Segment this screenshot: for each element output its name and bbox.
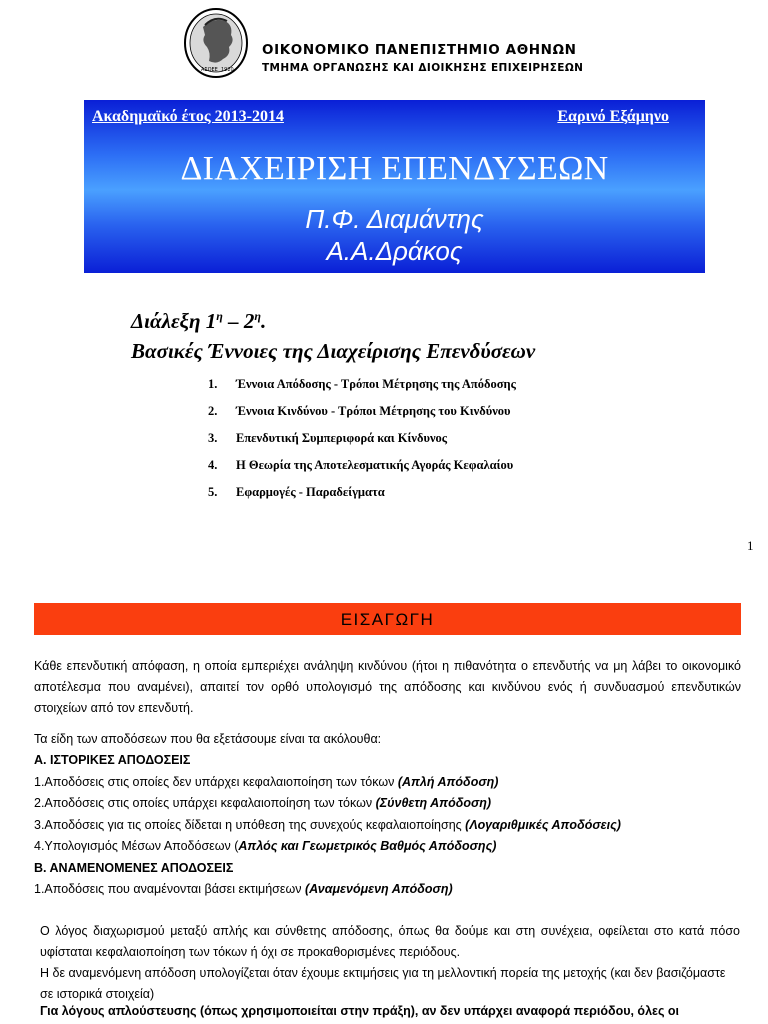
topics-list	[208, 376, 516, 511]
list-item	[34, 815, 621, 837]
intro-heading: ΕΙΣΑΓΩΓΗ	[340, 610, 435, 629]
topic-number: 4.	[208, 458, 218, 472]
list-item	[34, 772, 621, 794]
author-1: Π.Φ. Διαμάντης	[305, 204, 484, 234]
topic-number: 3.	[208, 431, 218, 445]
intro-heading-bar	[34, 603, 741, 635]
list-item-text: 2.Αποδόσεις στις οποίες υπάρχει κεφαλαιοποίηση των τόκων	[34, 796, 376, 810]
topic-text: Επενδυτική Συμπεριφορά και Κίνδυνος	[236, 431, 448, 445]
university-seal-logo	[183, 7, 249, 79]
topic-item	[208, 376, 516, 403]
types-intro: Τα είδη των αποδόσεων που θα εξετάσουμε είναι τα ακόλουθα:	[34, 732, 382, 746]
list-item	[34, 879, 621, 901]
list-item	[34, 793, 621, 815]
intro-paragraph-1: Κάθε επενδυτική απόφαση, η οποία εμπεριέχει ανάληψη κινδύνου (ήτοι η πιθανότητα ο επενδυτής να μη λάβει το οικονομικό αποτέλεσμα που αναμένει), απαιτεί τον ορθό υπολογισμό της απόδοσης και κινδύνου ενός ή συνδυασμού επενδυτικών στοιχείων από τον επενδυτή.	[34, 659, 741, 715]
topic-number: 2.	[208, 404, 218, 418]
section-b-heading: Β. ΑΝΑΜΕΝΟΜΕΝΕΣ ΑΠΟΔΟΣΕΙΣ	[34, 860, 234, 875]
lecture-subtitle: Βασικές Έννοιες της Διαχείρισης Επενδύσεων	[131, 339, 536, 363]
intro-paragraph-4: Για λόγους απλούστευσης (όπως χρησιμοποιείται στην πράξη), αν δεν υπάρχει αναφορά περιόδου, όλες οι	[40, 1004, 680, 1018]
lecture-suffix: .	[260, 309, 267, 333]
topic-text: Έννοια Κινδύνου - Τρόποι Μέτρησης του Κινδύνου	[236, 404, 511, 418]
page-number: 1	[747, 538, 754, 553]
lecture-middle: – 2	[222, 309, 255, 333]
list-item-text: 1.Αποδόσεις που αναμένονται βάσει εκτιμήσεων	[34, 882, 305, 896]
department-name: ΤΜΗΜΑ ΟΡΓΑΝΩΣΗΣ ΚΑΙ ΔΙΟΙΚΗΣΗΣ ΕΠΙΧΕΙΡΗΣΕΩΝ	[262, 62, 584, 74]
list-item-emphasis: (Αναμενόμενη Απόδοση)	[304, 882, 453, 896]
topic-number: 1.	[208, 377, 218, 391]
university-name: ΟΙΚΟΝΟΜΙΚΟ ΠΑΝΕΠΙΣΤΗΜΙΟ ΑΘΗΝΩΝ	[262, 42, 577, 58]
topic-text: Εφαρμογές - Παραδείγματα	[236, 485, 385, 499]
lecture-prefix: Διάλεξη 1	[131, 309, 217, 333]
topic-item	[208, 403, 516, 430]
topic-item	[208, 430, 516, 457]
list-item-emphasis: (Σύνθετη Απόδοση)	[375, 796, 492, 810]
seal-text-year: 1920	[221, 67, 234, 73]
lecture-sup-1: η	[216, 309, 223, 323]
list-item-text: 3.Αποδόσεις για τις οποίες δίδεται η υπόθεση της συνεχούς κεφαλαιοποίησης	[34, 817, 466, 832]
topic-item	[208, 457, 516, 484]
list-item-emphasis: (Απλή Απόδοση)	[397, 774, 499, 789]
topic-number: 5.	[208, 485, 218, 499]
list-item-text: 4.Υπολογισμός Μέσων Αποδόσεων (	[34, 839, 239, 853]
list-item	[34, 836, 621, 858]
intro-paragraph-2: Ο λόγος διαχωρισμού μεταξύ απλής και σύνθετης απόδοσης, όπως θα δούμε και στη συνέχεια, οφείλεται στο κατά πόσο υφίσταται κεφαλαιοποίηση των τόκων ή όχι σε προκαθορισμένες περιόδους.	[40, 924, 740, 959]
section-a-heading: Α. ΙΣΤΟΡΙΚΕΣ ΑΠΟΔΟΣΕΙΣ	[34, 753, 191, 767]
list-item-emphasis: Απλός και Γεωμετρικός Βαθμός Απόδοσης)	[238, 839, 497, 853]
topic-item	[208, 484, 516, 511]
seal-text-asoee: ΑΣΟΕΕ	[201, 67, 218, 73]
semester-label: Εαρινό Εξάμηνο	[557, 108, 669, 125]
intro-paragraph-3: Η δε αναμενόμενη απόδοση υπολογίζεται όταν έχουμε εκτιμήσεις για τη μελλοντική πορεία της μετοχής (και δεν βασιζόμαστε σε ιστορικά στοιχεία)	[40, 966, 726, 1001]
course-title: ΔΙΑΧΕΙΡΙΣΗ ΕΠΕΝΔΥΣΕΩΝ	[180, 150, 609, 187]
academic-year: Ακαδημαϊκό έτος 2013-2014	[92, 108, 284, 125]
topic-text: Έννοια Απόδοσης - Τρόποι Μέτρησης της Απόδοσης	[236, 377, 516, 391]
author-2: Α.Α.Δράκος	[326, 236, 463, 266]
list-item-emphasis: (Λογαριθμικές Αποδόσεις)	[465, 817, 621, 832]
lecture-sup-2: η	[254, 309, 261, 323]
course-banner	[84, 100, 705, 273]
list-item-text: 1.Αποδόσεις στις οποίες δεν υπάρχει κεφαλαιοποίηση των τόκων	[34, 774, 398, 789]
returns-list	[34, 750, 621, 901]
topic-text: Η Θεωρία της Αποτελεσματικής Αγοράς Κεφαλαίου	[236, 458, 514, 472]
lecture-number	[131, 309, 266, 334]
